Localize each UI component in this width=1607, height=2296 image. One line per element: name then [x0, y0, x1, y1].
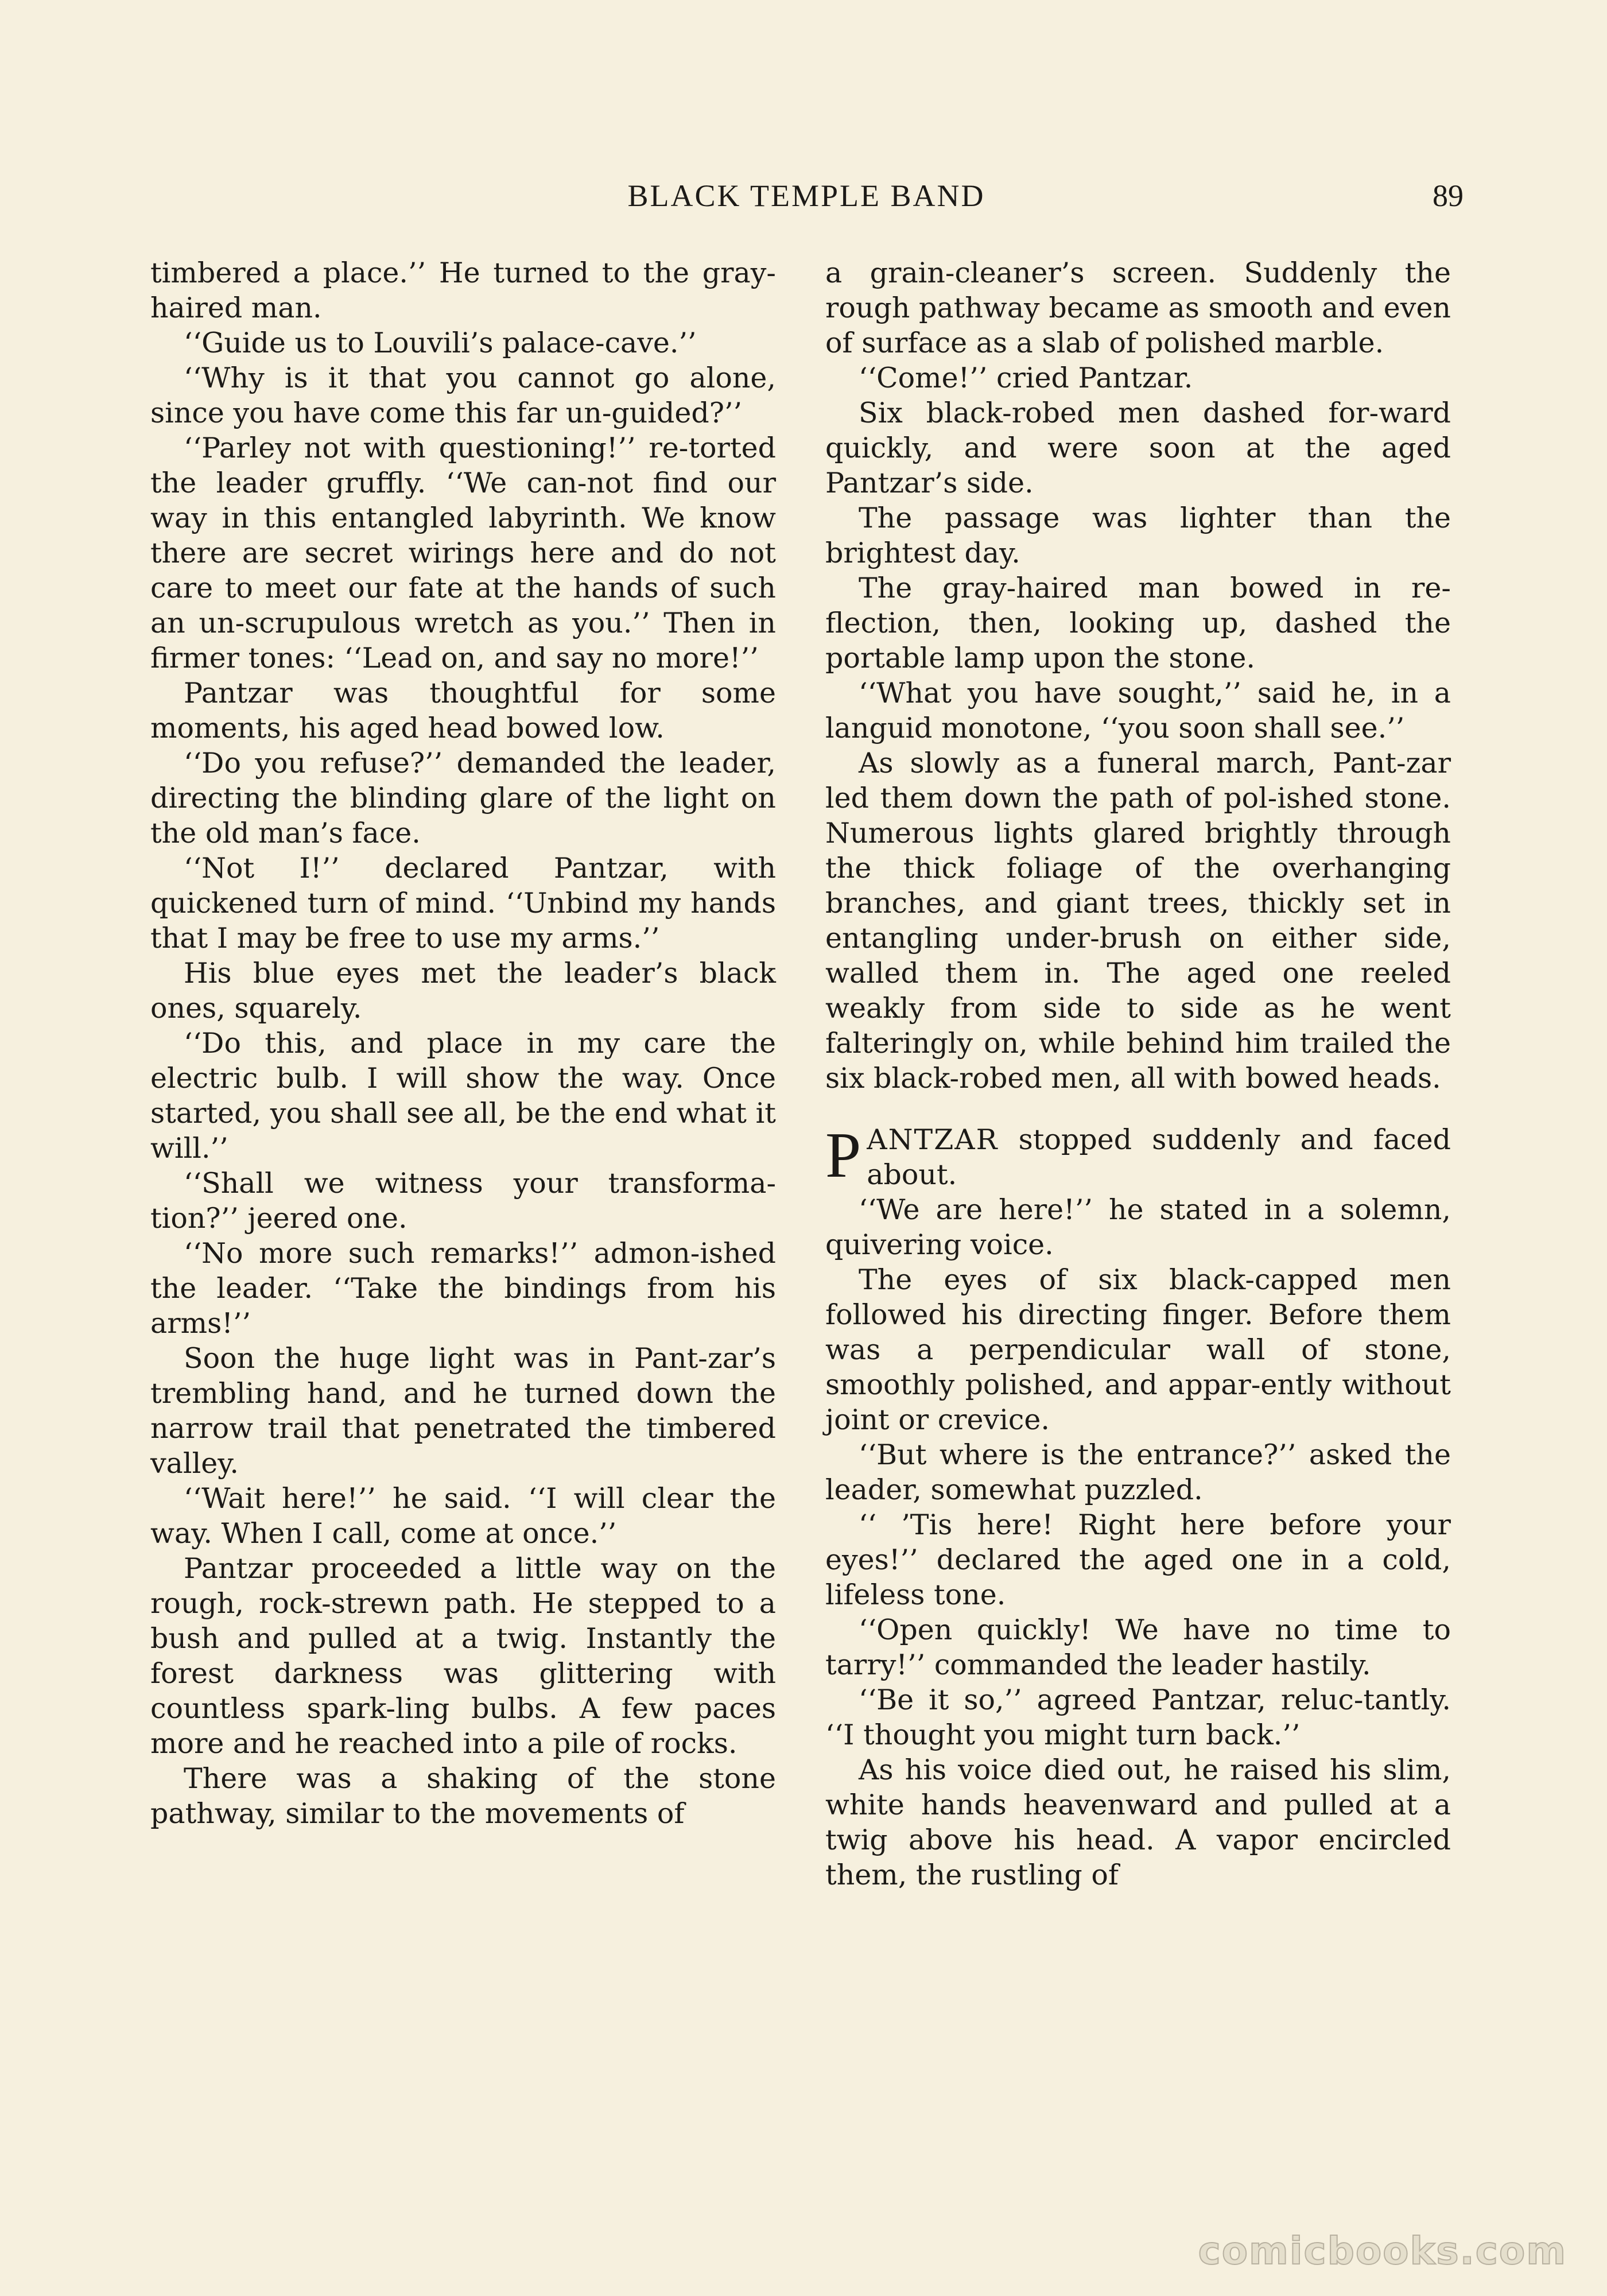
- paragraph: The gray-haired man bowed in re-flection, then, looking up, dashed the portable lamp upon the stone.: [825, 572, 1451, 674]
- paragraph: ‘‘Open quickly! We have no time to tarry!’’ commanded the leader hastily.: [825, 1614, 1451, 1681]
- right-column: [825, 255, 1451, 1892]
- left-column: [150, 255, 776, 1831]
- paragraph: ‘‘ ’Tis here! Right here before your eyes!’’ declared the aged one in a cold, lifeless tone.: [825, 1508, 1451, 1611]
- paragraph: As his voice died out, he raised his slim, white hands heavenward and pulled at a twig above his head. A vapor encircled them, the rustling of: [825, 1754, 1451, 1891]
- paragraph: ‘‘Do you refuse?’’ demanded the leader, directing the blinding glare of the light on the old man’s face.: [150, 747, 776, 850]
- paragraph: ‘‘But where is the entrance?’’ asked the leader, somewhat puzzled.: [825, 1438, 1451, 1506]
- paragraph: Pantzar was thoughtful for some moments, his aged head bowed low.: [150, 677, 776, 744]
- paragraph: ‘‘Wait here!’’ he said. ‘‘I will clear the way. When I call, come at once.’’: [150, 1482, 776, 1550]
- drop-cap: P: [825, 1120, 861, 1191]
- paragraph: ‘‘Come!’’ cried Pantzar.: [859, 362, 1193, 394]
- paragraph: There was a shaking of the stone pathway, similar to the movements of: [150, 1762, 776, 1830]
- paragraph: ‘‘Not I!’’ declared Pantzar, with quickened turn of mind. ‘‘Unbind my hands that I may be free to use my arms.’’: [150, 852, 776, 955]
- paragraph: Six black-robed men dashed for-ward quickly, and were soon at the aged Pantzar’s side.: [825, 397, 1451, 499]
- paragraph: ‘‘Be it so,’’ agreed Pantzar, reluc-tantly. ‘‘I thought you might turn back.’’: [825, 1684, 1451, 1751]
- paragraph: timbered a place.’’ He turned to the gray-haired man.: [150, 257, 776, 324]
- site-watermark: comicbooks.com: [1198, 2229, 1567, 2273]
- paragraph: ‘‘What you have sought,’’ said he, in a languid monotone, ‘‘you soon shall see.’’: [825, 677, 1451, 744]
- paragraph: ‘‘Parley not with questioning!’’ re-torted the leader gruffly. ‘‘We can-not find our way in this entangled labyrinth. We know there are secret wirings here and do not care to meet our fate at the hands of such an un-scrupulous wretch as you.’’ Then in firmer tones: ‘‘Lead on, and say no more!’’: [150, 432, 776, 674]
- paragraph: ‘‘Why is it that you cannot go alone, since you have come this far un-guided?’’: [150, 362, 776, 429]
- paragraph: ‘‘No more such remarks!’’ admon-ished the leader. ‘‘Take the bindings from his arms!’’: [150, 1237, 776, 1340]
- paragraph: ‘‘Shall we witness your transforma-tion?’’ jeered one.: [150, 1167, 776, 1235]
- page-number: 89: [1433, 179, 1464, 213]
- paragraph: a grain-cleaner’s screen. Suddenly the rough pathway became as smooth and even of surface as a slab of polished marble.: [825, 257, 1451, 359]
- paragraph: ‘‘We are here!’’ he stated in a solemn, quivering voice.: [825, 1193, 1451, 1261]
- running-head: [149, 178, 1464, 224]
- paragraph: His blue eyes met the leader’s black ones, squarely.: [150, 957, 776, 1025]
- paragraph: As slowly as a funeral march, Pant-zar led them down the path of pol-ished stone. Numerous lights glared brightly through the thick foliage of the overhanging branches, and giant trees, thickly set in entangling under-brush on either side, walled them in. The aged one reeled weakly from side to side as he went falteringly on, while behind him trailed the six black-robed men, all with bowed heads.: [825, 747, 1451, 1095]
- paragraph: The passage was lighter than the brightest day.: [825, 502, 1451, 569]
- running-title: BLACK TEMPLE BAND: [627, 179, 985, 213]
- paragraph: ‘‘Guide us to Louvili’s palace-cave.’’: [184, 327, 697, 359]
- paragraph: Soon the huge light was in Pant-zar’s trembling hand, and he turned down the narrow trail that penetrated the timbered valley.: [150, 1342, 776, 1480]
- small-caps-name: ANTZAR: [867, 1123, 999, 1156]
- paragraph: Pantzar proceeded a little way on the rough, rock-strewn path. He stepped to a bush and pulled at a twig. Instantly the forest darkness was glittering with countless spark-ling bulbs. A few paces more and he reached into a pile of rocks.: [150, 1552, 776, 1760]
- paragraph: The eyes of six black-capped men followed his directing finger. Before them was a perpendicular wall of stone, smoothly polished, and appar-ently without joint or crevice.: [825, 1263, 1451, 1436]
- paragraph: ‘‘Do this, and place in my care the electric bulb. I will show the way. Once started, you shall see all, be the end what it will.’’: [150, 1027, 776, 1165]
- section-lead-paragraph: [825, 1122, 1451, 1192]
- lead-text: stopped suddenly and faced about.: [867, 1123, 1451, 1191]
